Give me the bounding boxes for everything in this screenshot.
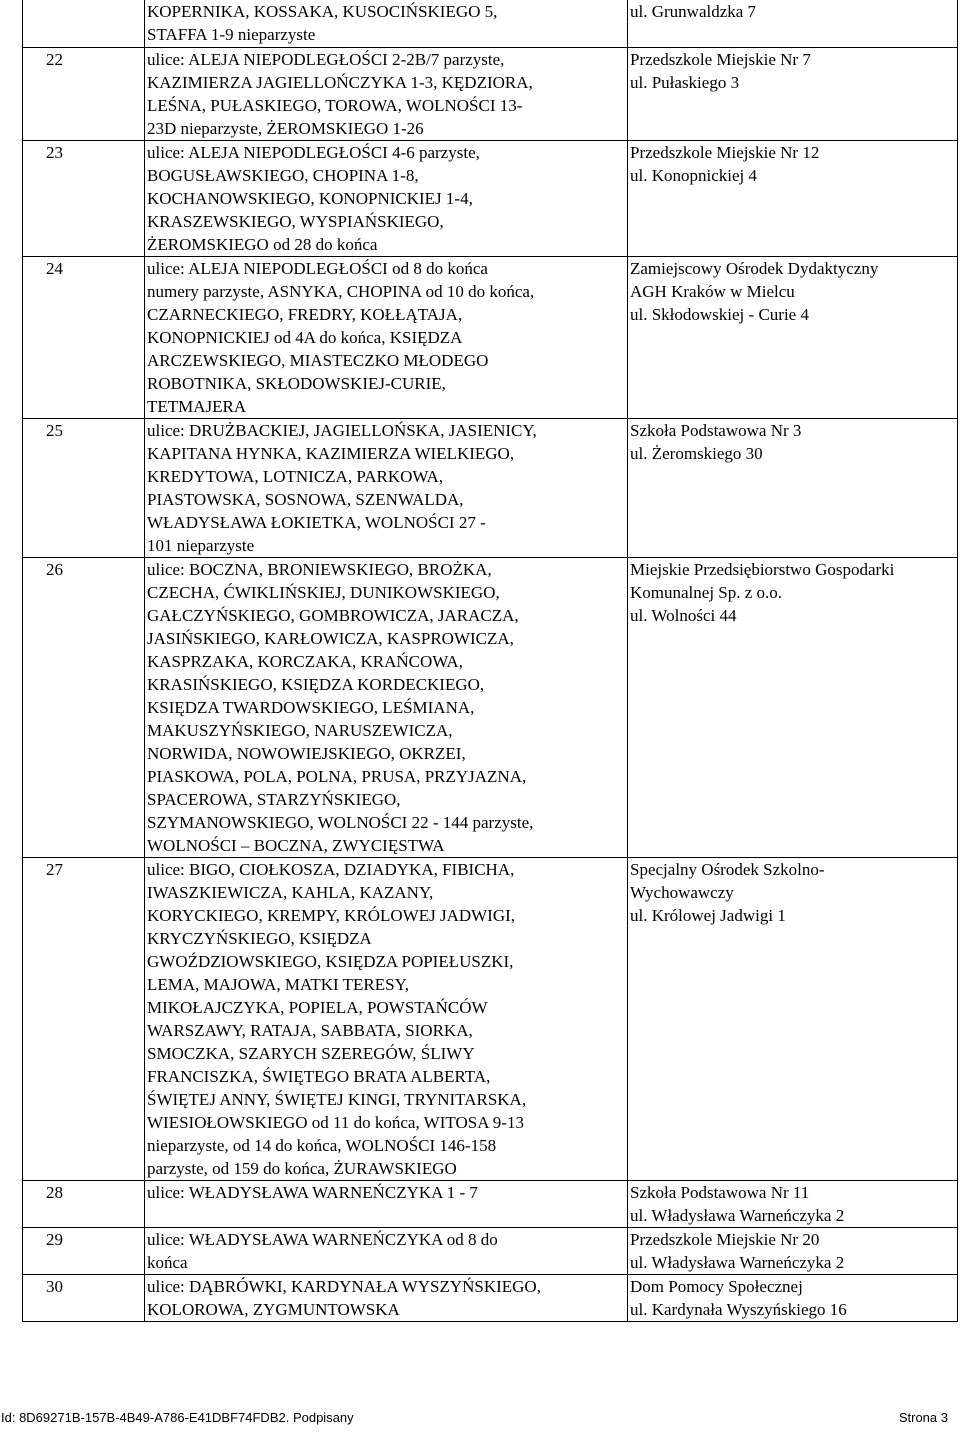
district-streets [145, 256, 628, 418]
street-line: KOPERNIKA, KOSSAKA, KUSOCIŃSKIEGO 5, [147, 2, 498, 21]
table-row [23, 1180, 958, 1227]
street-line: końca [147, 1252, 188, 1272]
street-line: KRYCZYŃSKIEGO, KSIĘDZA [147, 928, 372, 948]
street-line: ulice: DĄBRÓWKI, KARDYNAŁA WYSZYŃSKIEGO, [147, 1276, 541, 1296]
street-line: ŚWIĘTEJ ANNY, ŚWIĘTEJ KINGI, TRYNITARSKA, [147, 1089, 527, 1109]
district-number: 29 [23, 1227, 145, 1274]
street-line: numery parzyste, ASNYKA, CHOPINA od 10 do końca, [147, 281, 535, 301]
street-line: ROBOTNIKA, SKŁODOWSKIEJ-CURIE, [147, 373, 446, 393]
district-streets [145, 47, 628, 140]
polling-station-line: ul. Władysława Warneńczyka 2 [630, 1205, 845, 1225]
street-line: LEMA, MAJOWA, MATKI TERESY, [147, 974, 409, 994]
street-line: CZECHA, ĆWIKLIŃSKIEJ, DUNIKOWSKIEGO, [147, 582, 500, 602]
street-line: PIASKOWA, POLA, POLNA, PRUSA, PRZYJAZNA, [147, 766, 527, 786]
street-line: ARCZEWSKIEGO, MIASTECZKO MŁODEGO [147, 350, 489, 370]
district-streets [145, 0, 628, 47]
polling-station [628, 256, 958, 418]
district-number: 28 [23, 1180, 145, 1227]
street-line: GAŁCZYŃSKIEGO, GOMBROWICZA, JARACZA, [147, 605, 519, 625]
polling-station-line: ul. Kardynała Wyszyńskiego 16 [630, 1299, 847, 1319]
street-line: MAKUSZYŃSKIEGO, NARUSZEWICZA, [147, 720, 453, 740]
district-streets [145, 418, 628, 557]
polling-station [628, 47, 958, 140]
street-line: ulice: DRUŻBACKIEJ, JAGIELLOŃSKA, JASIENICY, [147, 420, 537, 440]
street-line: WARSZAWY, RATAJA, SABBATA, SIORKA, [147, 1020, 473, 1040]
street-line: ulice: WŁADYSŁAWA WARNEŃCZYKA od 8 do [147, 1229, 498, 1249]
street-line: ulice: BOCZNA, BRONIEWSKIEGO, BROŻKA, [147, 559, 492, 579]
table-row [23, 0, 958, 47]
district-streets [145, 140, 628, 256]
street-line: JASIŃSKIEGO, KARŁOWICZA, KASPROWICZA, [147, 628, 514, 648]
district-streets [145, 557, 628, 857]
polling-station-line: ul. Skłodowskiej - Curie 4 [630, 304, 809, 324]
street-line: WŁADYSŁAWA ŁOKIETKA, WOLNOŚCI 27 - [147, 512, 486, 532]
district-streets [145, 1227, 628, 1274]
street-line: TETMAJERA [147, 396, 247, 416]
polling-station [628, 1180, 958, 1227]
districts-table-body [23, 0, 958, 1321]
polling-station-line: Dom Pomocy Społecznej [630, 1276, 803, 1296]
street-line: nieparzyste, od 14 do końca, WOLNOŚCI 146-158 [147, 1135, 497, 1155]
polling-station [628, 557, 958, 857]
street-line: CZARNECKIEGO, FREDRY, KOŁŁĄTAJA, [147, 304, 463, 324]
street-line: KREDYTOWA, LOTNICZA, PARKOWA, [147, 466, 444, 486]
street-line: ulice: BIGO, CIOŁKOSZA, DZIADYKA, FIBICHA, [147, 859, 515, 879]
polling-station-line: Zamiejscowy Ośrodek Dydaktyczny [630, 258, 879, 278]
polling-station-line: Przedszkole Miejskie Nr 7 [630, 49, 811, 69]
street-line: IWASZKIEWICZA, KAHLA, KAZANY, [147, 882, 434, 902]
polling-station [628, 140, 958, 256]
page-number: Strona 3 [898, 1410, 948, 1425]
page-footer [0, 1410, 948, 1432]
table-row [23, 1227, 958, 1274]
polling-station-line: ul. Konopnickiej 4 [630, 165, 758, 185]
street-line: ulice: ALEJA NIEPODLEGŁOŚCI od 8 do końca [147, 258, 488, 278]
polling-station [628, 0, 958, 47]
street-line: KONOPNICKIEJ od 4A do końca, KSIĘDZA [147, 327, 463, 347]
polling-station-line: ul. Pułaskiego 3 [630, 72, 740, 92]
polling-station-line: Szkoła Podstawowa Nr 3 [630, 420, 802, 440]
district-number: 22 [23, 47, 145, 140]
street-line: KAZIMIERZA JAGIELLOŃCZYKA 1-3, KĘDZIORA, [147, 72, 533, 92]
district-number: 24 [23, 256, 145, 418]
street-line: MIKOŁAJCZYKA, POPIELA, POWSTAŃCÓW [147, 997, 488, 1017]
street-line: ulice: ALEJA NIEPODLEGŁOŚCI 2-2B/7 parzyste, [147, 49, 505, 69]
polling-station-line: ul. Wolności 44 [630, 605, 737, 625]
document-id: Id: 8D69271B-157B-4B49-A786-E41DBF74FDB2. Podpisany [1, 1410, 354, 1425]
street-line: BOGUSŁAWSKIEGO, CHOPINA 1-8, [147, 165, 419, 185]
district-streets [145, 857, 628, 1180]
street-line: SMOCZKA, SZARYCH SZEREGÓW, ŚLIWY [147, 1043, 475, 1063]
table-row [23, 47, 958, 140]
street-line: STAFFA 1-9 nieparzyste [147, 25, 316, 44]
table-row [23, 557, 958, 857]
street-line: KORYCKIEGO, KREMPY, KRÓLOWEJ JADWIGI, [147, 905, 516, 925]
street-line: PIASTOWSKA, SOSNOWA, SZENWALDA, [147, 489, 464, 509]
street-line: GWOŹDZIOWSKIEGO, KSIĘDZA POPIEŁUSZKI, [147, 951, 514, 971]
street-line: KASPRZAKA, KORCZAKA, KRAŃCOWA, [147, 651, 463, 671]
table-row [23, 140, 958, 256]
polling-station [628, 1274, 958, 1321]
polling-station-line: Miejskie Przedsiębiorstwo Gospodarki [630, 559, 895, 579]
polling-station-line: AGH Kraków w Mielcu [630, 281, 795, 301]
polling-station-line: Przedszkole Miejskie Nr 12 [630, 142, 820, 162]
polling-station-line: Szkoła Podstawowa Nr 11 [630, 1182, 810, 1202]
district-streets [145, 1180, 628, 1227]
street-line: LEŚNA, PUŁASKIEGO, TOROWA, WOLNOŚCI 13- [147, 95, 523, 115]
polling-station-line: ul. Żeromskiego 30 [630, 443, 763, 463]
street-line: parzyste, od 159 do końca, ŻURAWSKIEGO [147, 1158, 457, 1178]
polling-station [628, 418, 958, 557]
street-line: ulice: ALEJA NIEPODLEGŁOŚCI 4-6 parzyste, [147, 142, 480, 162]
street-line: FRANCISZKA, ŚWIĘTEGO BRATA ALBERTA, [147, 1066, 491, 1086]
table-row [23, 1274, 958, 1321]
street-line: NORWIDA, NOWOWIEJSKIEGO, OKRZEI, [147, 743, 466, 763]
polling-station-line: Wychowawczy [630, 882, 734, 902]
polling-station-line: ul. Królowej Jadwigi 1 [630, 905, 786, 925]
street-line: KRASIŃSKIEGO, KSIĘDZA KORDECKIEGO, [147, 674, 485, 694]
polling-station [628, 1227, 958, 1274]
street-line: KOLOROWA, ZYGMUNTOWSKA [147, 1299, 400, 1319]
street-line: 23D nieparzyste, ŻEROMSKIEGO 1-26 [147, 118, 424, 138]
street-line: SPACEROWA, STARZYŃSKIEGO, [147, 789, 401, 809]
street-line: KRASZEWSKIEGO, WYSPIAŃSKIEGO, [147, 211, 444, 231]
district-number: 23 [23, 140, 145, 256]
polling-station-line: Specjalny Ośrodek Szkolno- [630, 859, 825, 879]
street-line: KOCHANOWSKIEGO, KONOPNICKIEJ 1-4, [147, 188, 473, 208]
district-number [23, 0, 145, 47]
street-line: WOLNOŚCI – BOCZNA, ZWYCIĘSTWA [147, 835, 445, 855]
table-row [23, 256, 958, 418]
street-line: ŻEROMSKIEGO od 28 do końca [147, 234, 378, 254]
street-line: ulice: WŁADYSŁAWA WARNEŃCZYKA 1 - 7 [147, 1182, 478, 1202]
street-line: KSIĘDZA TWARDOWSKIEGO, LEŚMIANA, [147, 697, 475, 717]
district-number: 25 [23, 418, 145, 557]
polling-station [628, 857, 958, 1180]
street-line: KAPITANA HYNKA, KAZIMIERZA WIELKIEGO, [147, 443, 515, 463]
district-streets [145, 1274, 628, 1321]
district-number: 30 [23, 1274, 145, 1321]
district-number: 27 [23, 857, 145, 1180]
table-row [23, 418, 958, 557]
street-line: 101 nieparzyste [147, 535, 255, 555]
polling-station-line: Komunalnej Sp. z o.o. [630, 582, 783, 602]
polling-station-line: Przedszkole Miejskie Nr 20 [630, 1229, 820, 1249]
table-row [23, 857, 958, 1180]
street-line: SZYMANOWSKIEGO, WOLNOŚCI 22 - 144 parzyste, [147, 812, 534, 832]
street-line: WIESIOŁOWSKIEGO od 11 do końca, WITOSA 9-13 [147, 1112, 524, 1132]
districts-table [22, 0, 958, 1322]
polling-station-line: ul. Grunwaldzka 7 [630, 2, 757, 21]
district-number: 26 [23, 557, 145, 857]
polling-station-line: ul. Władysława Warneńczyka 2 [630, 1252, 845, 1272]
